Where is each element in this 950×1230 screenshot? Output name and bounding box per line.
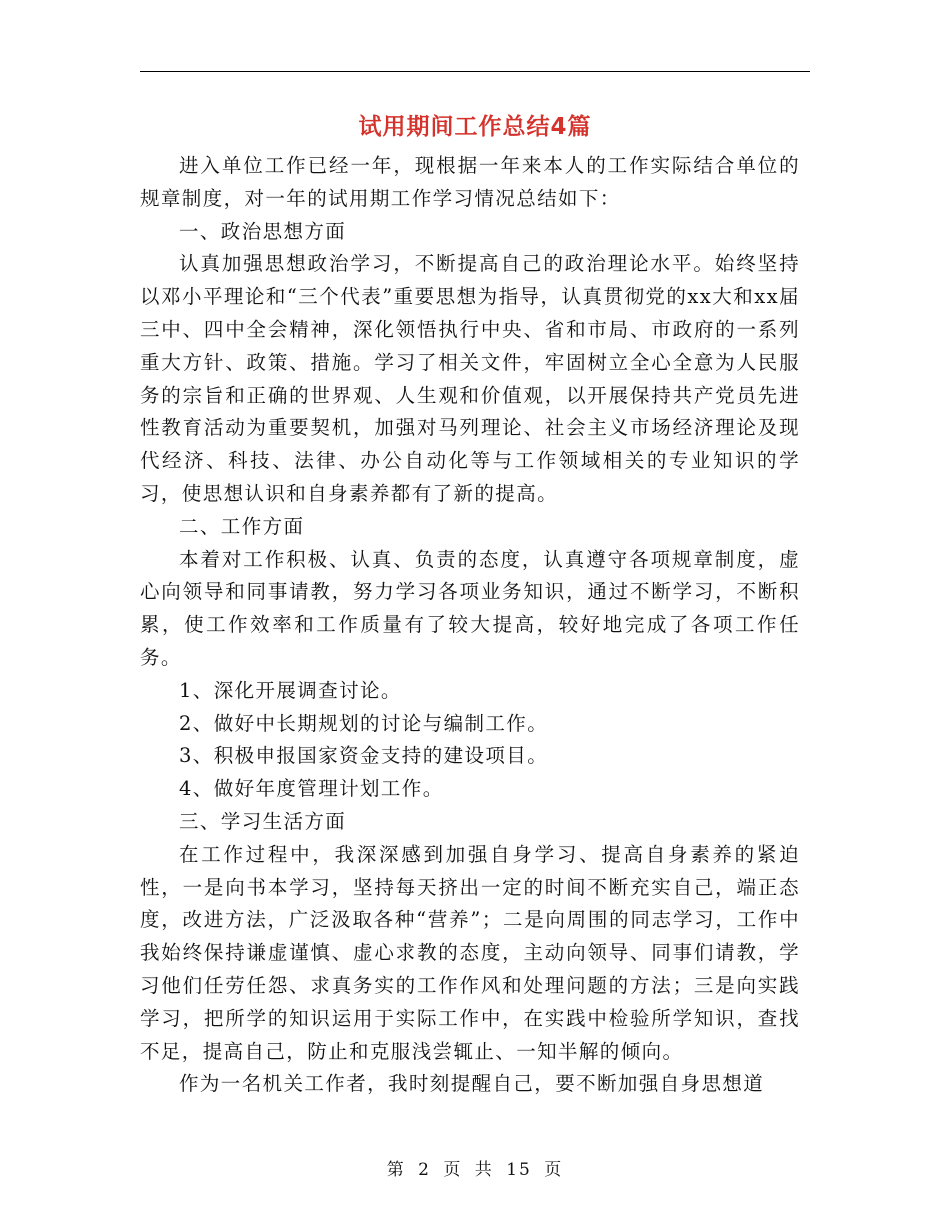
list-item: 2、做好中长期规划的讨论与编制工作。 xyxy=(179,711,549,735)
paragraph: 进入单位工作已经一年，现根据一年来本人的工作实际结合单位的规章制度，对一年的试用期工作学习情况总结如下： xyxy=(140,154,800,210)
section-heading: 一、政治思想方面 xyxy=(179,219,347,243)
document-title: 试用期间工作总结4篇 xyxy=(358,114,592,140)
header-rule xyxy=(140,71,810,72)
list-item: 3、积极申报国家资金支持的建设项目。 xyxy=(179,744,549,768)
document-body xyxy=(140,150,800,1101)
list-item: 4、做好年度管理计划工作。 xyxy=(179,777,444,801)
paragraph: 在工作过程中，我深深感到加强自身学习、提高自身素养的紧迫性，一是向书本学习，坚持每天挤出一定的时间不断充实自己，端正态度，改进方法，广泛汲取各种“营养”；二是向周围的同志学习，工作中我始终保持谦虚谨慎、虚心求教的态度，主动向领导、同事们请教，学习他们任劳任怨、求真务实的工作作风和处理问题的方法；三是向实践学习，把所学的知识运用于实际工作中，在实践中检验所学知识，查找不足，提高自己，防止和克服浅尝辄止、一知半解的倾向。 xyxy=(140,842,800,1063)
paragraph: 作为一名机关工作者，我时刻提醒自己，要不断加强自身思想道 xyxy=(179,1072,765,1096)
section-heading: 三、学习生活方面 xyxy=(179,809,347,833)
paragraph: 认真加强思想政治学习，不断提高自己的政治理论水平。始终坚持以邓小平理论和“三个代表”重要思想为指导，认真贯彻党的xx大和xx届三中、四中全会精神，深化领悟执行中央、省和市局、市政府的一系列重大方针、政策、措施。学习了相关文件，牢固树立全心全意为人民服务的宗旨和正确的世界观、人生观和价值观，以开展保持共产党员先进性教育活动为重要契机，加强对马列理论、社会主义市场经济理论及现代经济、科技、法律、办公自动化等与工作领域相关的专业知识的学习，使思想认识和自身素养都有了新的提高。 xyxy=(140,252,800,505)
section-heading: 二、工作方面 xyxy=(179,514,305,538)
list-item: 1、深化开展调查讨论。 xyxy=(179,678,402,702)
page-number-footer: 第 2 页 共 15 页 xyxy=(386,1160,564,1180)
paragraph: 本着对工作积极、认真、负责的态度，认真遵守各项规章制度，虚心向领导和同事请教，努力学习各项业务知识，通过不断学习，不断积累，使工作效率和工作质量有了较大提高，较好地完成了各项工作任务。 xyxy=(140,547,800,669)
